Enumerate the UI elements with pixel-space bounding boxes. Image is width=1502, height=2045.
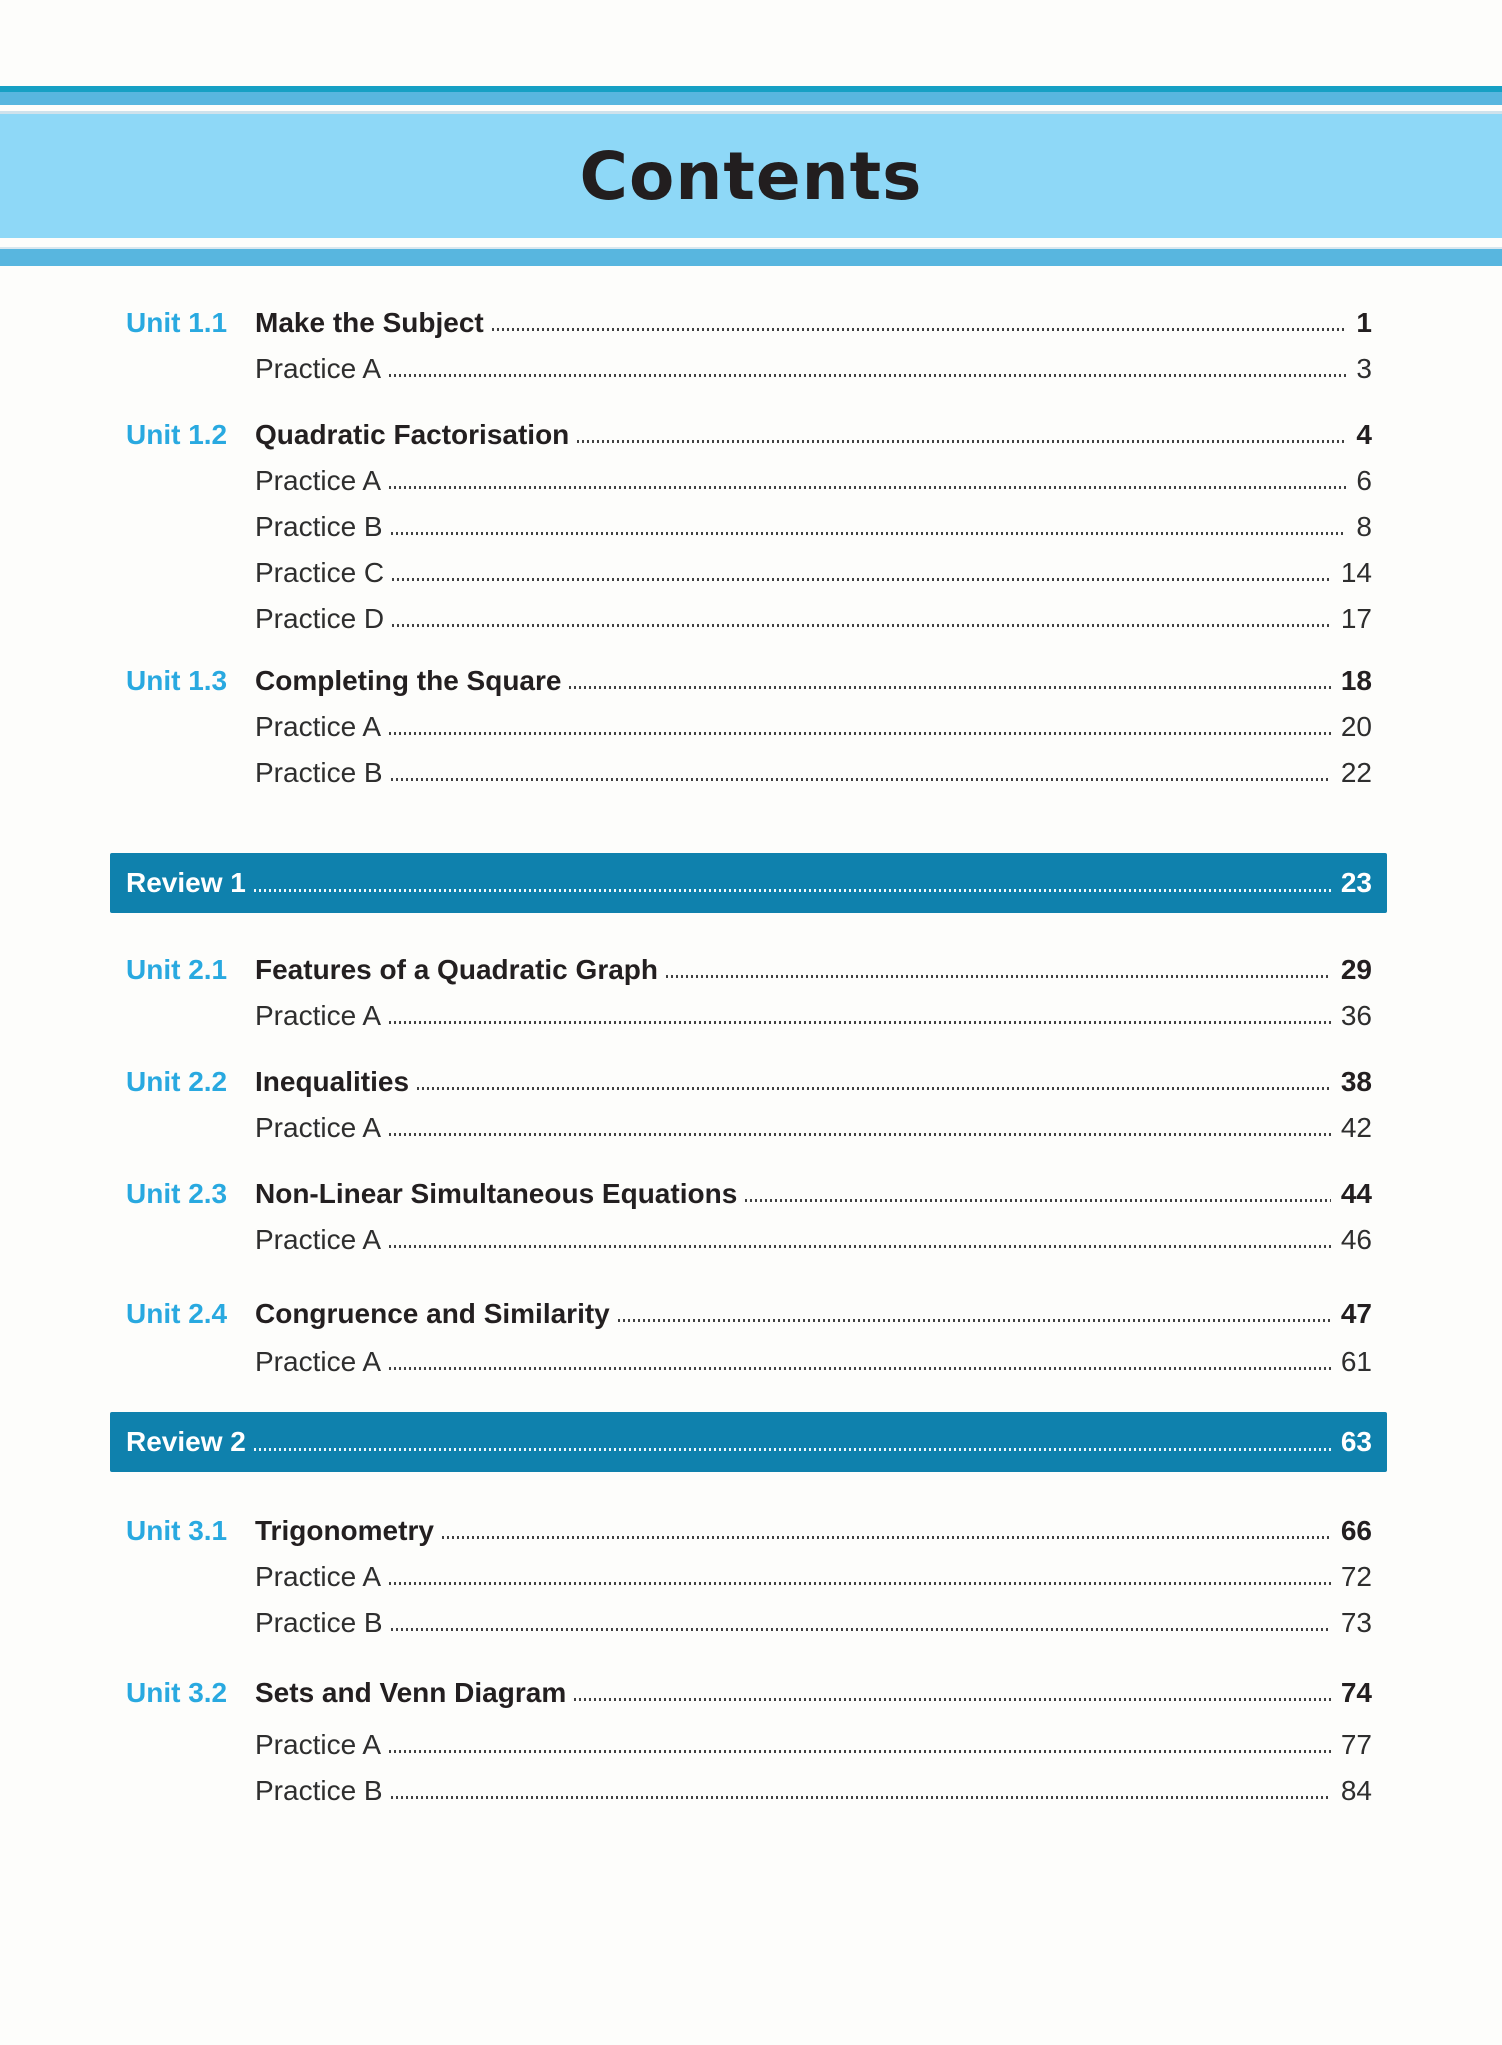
toc-row [126,666,1372,696]
dotted-leader [391,532,1347,535]
toc-row [126,1516,1372,1546]
entry-title: Practice B [255,511,383,542]
entry-title: Practice D [255,603,385,634]
dotted-leader [391,1628,1331,1631]
toc-row [126,308,1372,338]
page-number: 17 [1340,603,1372,634]
dotted-leader [392,624,1331,627]
dotted-leader [389,1021,1331,1024]
toc-row [126,558,1372,588]
toc-row [126,466,1372,496]
entry-title: Completing the Square [255,665,562,696]
entry-title: Practice A [255,1729,382,1760]
page-number: 72 [1340,1561,1372,1592]
toc-row [126,758,1372,788]
entry-title: Practice B [255,1775,383,1806]
page-number: 18 [1340,665,1372,696]
review-2-bar [110,1412,1387,1472]
page-number: 74 [1340,1677,1372,1708]
page-header [0,0,1502,266]
dotted-leader [389,1133,1331,1136]
entry-title: Quadratic Factorisation [255,419,570,450]
page-number: 22 [1340,757,1372,788]
dotted-leader [389,374,1346,377]
dotted-leader [618,1319,1331,1322]
unit-label: Unit 2.1 [126,954,228,985]
entry-title: Practice A [255,1000,382,1031]
page-number: 8 [1356,511,1372,542]
header-band [0,114,1502,238]
entry-title: Practice B [255,1607,383,1638]
dotted-leader [569,686,1330,689]
page-number: 14 [1340,557,1372,588]
entry-title: Practice A [255,353,382,384]
dotted-leader [389,1245,1331,1248]
dotted-leader [391,1796,1331,1799]
page-number: 42 [1340,1112,1372,1143]
page-number: 1 [1356,307,1372,338]
unit-label: Unit 2.2 [126,1066,228,1097]
unit-label: Unit 2.3 [126,1178,228,1209]
page-number: 73 [1340,1607,1372,1638]
table-of-contents [126,308,1372,1806]
unit-label: Unit 1.2 [126,419,228,450]
unit-label: Unit 1.1 [126,307,228,338]
dotted-leader [254,889,1331,892]
page-number: 6 [1356,465,1372,496]
page-number: 61 [1340,1346,1372,1377]
header-bottom-stripe [0,249,1502,266]
toc-row [126,1730,1372,1760]
header-gap [0,238,1502,247]
entry-title: Practice A [255,1224,382,1255]
toc-row [126,512,1372,542]
unit-label: Unit 3.2 [126,1677,228,1708]
toc-row [126,1001,1372,1031]
toc-row [126,354,1372,384]
toc-row [126,1299,1372,1329]
toc-row [126,1608,1372,1638]
unit-label: Unit 1.3 [126,665,228,696]
toc-row [126,1776,1372,1806]
dotted-leader [389,486,1346,489]
entry-title: Practice A [255,1346,382,1377]
page-number: 4 [1356,419,1372,450]
toc-row [126,420,1372,450]
dotted-leader [389,1367,1331,1370]
dotted-leader [389,732,1331,735]
toc-row [126,955,1372,985]
entry-title: Trigonometry [255,1515,434,1546]
entry-title: Non-Linear Simultaneous Equations [255,1178,738,1209]
entry-title: Practice A [255,1112,382,1143]
dotted-leader [254,1448,1331,1451]
entry-title: Practice C [255,557,385,588]
page-number: 23 [1340,867,1372,898]
entry-title: Practice A [255,1561,382,1592]
entry-title: Inequalities [255,1066,410,1097]
dotted-leader [745,1199,1331,1202]
page-title: Contents [579,137,923,215]
page-number: 77 [1340,1729,1372,1760]
toc-row [126,1347,1372,1377]
page-number: 46 [1340,1224,1372,1255]
entry-title: Practice A [255,465,382,496]
page-number: 36 [1340,1000,1372,1031]
toc-row [126,1113,1372,1143]
page-number: 38 [1340,1066,1372,1097]
header-stripe-blue [0,92,1502,105]
dotted-leader [574,1698,1331,1701]
page-number: 20 [1340,711,1372,742]
review-1-bar [110,853,1387,913]
toc-row [126,1225,1372,1255]
page-number: 66 [1340,1515,1372,1546]
top-margin [0,0,1502,86]
dotted-leader [389,1750,1331,1753]
entry-title: Practice A [255,711,382,742]
dotted-leader [389,1582,1331,1585]
toc-row [126,1179,1372,1209]
dotted-leader [666,975,1331,978]
entry-title: Make the Subject [255,307,484,338]
toc-row [126,1562,1372,1592]
unit-label: Unit 3.1 [126,1515,228,1546]
page-number: 84 [1340,1775,1372,1806]
dotted-leader [417,1087,1331,1090]
unit-label: Unit 2.4 [126,1298,228,1329]
page-number: 29 [1340,954,1372,985]
toc-row [126,604,1372,634]
entry-title: Practice B [255,757,383,788]
dotted-leader [492,328,1347,331]
dotted-leader [392,578,1331,581]
toc-row [126,1067,1372,1097]
dotted-leader [442,1536,1331,1539]
toc-row [126,712,1372,742]
page-number: 47 [1340,1298,1372,1329]
page-number: 63 [1340,1426,1372,1457]
dotted-leader [391,778,1331,781]
dotted-leader [577,440,1346,443]
page-number: 44 [1340,1178,1372,1209]
entry-title: Features of a Quadratic Graph [255,954,658,985]
entry-title: Sets and Venn Diagram [255,1677,567,1708]
toc-row [126,1678,1372,1708]
page-number: 3 [1356,353,1372,384]
review-title: Review 1 [126,867,246,898]
review-title: Review 2 [126,1426,246,1457]
entry-title: Congruence and Similarity [255,1298,610,1329]
